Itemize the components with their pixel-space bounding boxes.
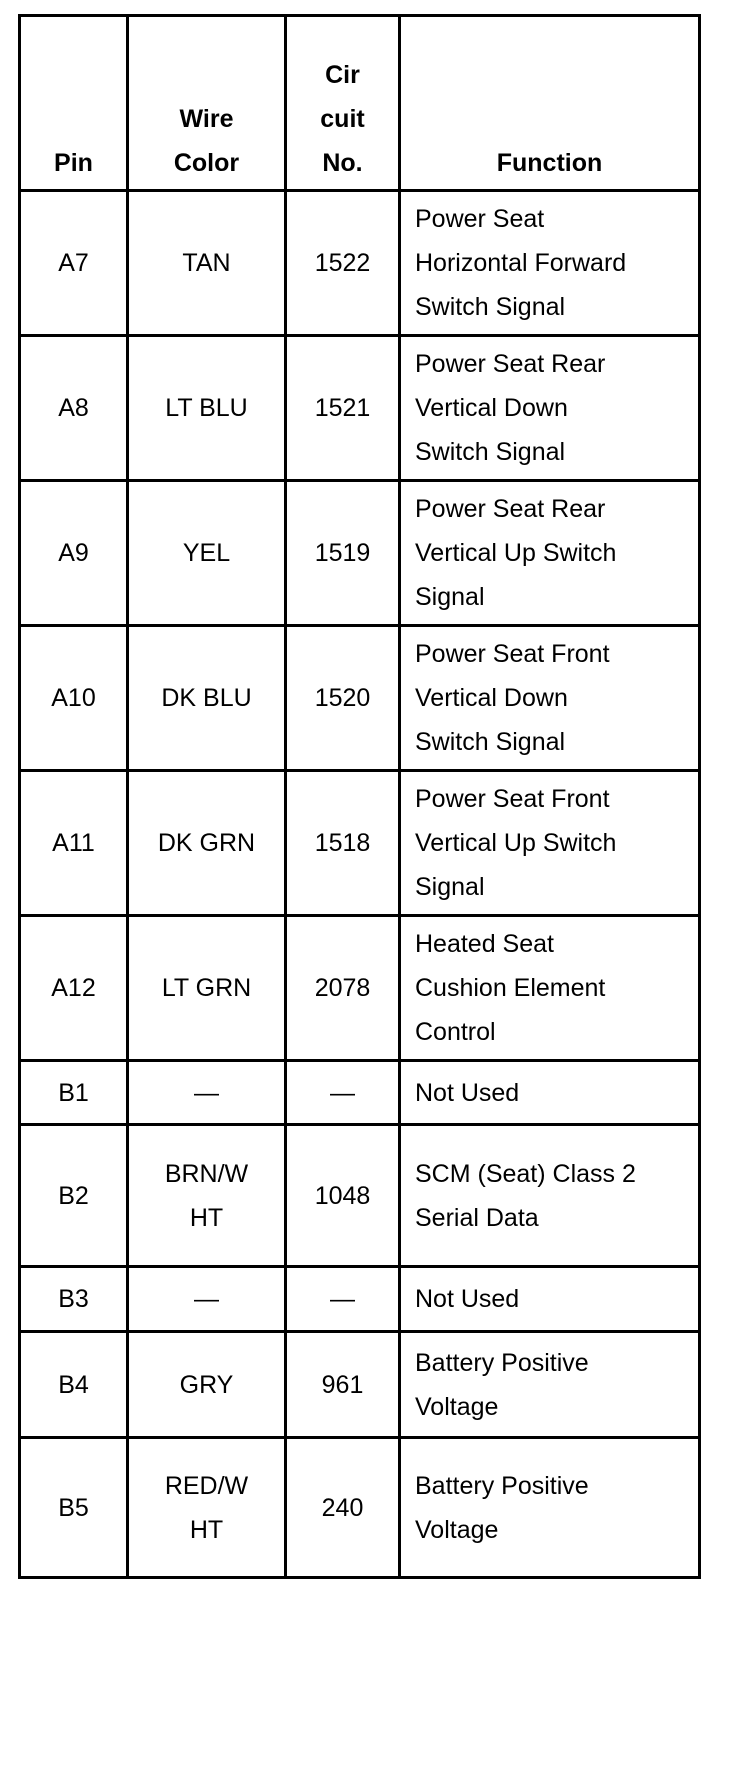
circuit-cell: 961 xyxy=(286,1332,400,1438)
table-row xyxy=(20,336,700,481)
pin-cell: A8 xyxy=(20,336,128,481)
wire-color-cell: — xyxy=(128,1061,286,1125)
wire-color-cell: DK GRN xyxy=(128,771,286,916)
pin-cell: A7 xyxy=(20,191,128,336)
circuit-cell: 1521 xyxy=(286,336,400,481)
header-pin: Pin xyxy=(20,16,128,191)
header-row xyxy=(20,16,700,191)
table-row xyxy=(20,1438,700,1578)
circuit-cell: — xyxy=(286,1267,400,1332)
wire-color-cell: YEL xyxy=(128,481,286,626)
function-cell: Not Used xyxy=(400,1267,700,1332)
wire-color-cell: LT GRN xyxy=(128,916,286,1061)
function-cell: Power Seat Front Vertical Up Switch Signal xyxy=(400,771,700,916)
function-cell: Power Seat Rear Vertical Up Switch Signal xyxy=(400,481,700,626)
pin-cell: A12 xyxy=(20,916,128,1061)
pin-cell: B5 xyxy=(20,1438,128,1578)
table-row xyxy=(20,626,700,771)
table-row xyxy=(20,1125,700,1267)
pin-cell: A9 xyxy=(20,481,128,626)
circuit-cell: 1048 xyxy=(286,1125,400,1267)
header-wire-color: Wire Color xyxy=(128,16,286,191)
pin-table xyxy=(18,14,701,1579)
wire-color-cell: DK BLU xyxy=(128,626,286,771)
circuit-cell: 1522 xyxy=(286,191,400,336)
table-body xyxy=(20,191,700,1578)
table-row xyxy=(20,191,700,336)
table-row xyxy=(20,1267,700,1332)
table-row xyxy=(20,1332,700,1438)
table-row xyxy=(20,771,700,916)
wire-color-cell: RED/W HT xyxy=(128,1438,286,1578)
function-cell: Battery Positive Voltage xyxy=(400,1438,700,1578)
circuit-cell: 1518 xyxy=(286,771,400,916)
circuit-cell: 1520 xyxy=(286,626,400,771)
pin-cell: A10 xyxy=(20,626,128,771)
header-circuit-no: Cir cuit No. xyxy=(286,16,400,191)
wire-color-cell: BRN/W HT xyxy=(128,1125,286,1267)
function-cell: Power Seat Rear Vertical Down Switch Signal xyxy=(400,336,700,481)
function-cell: Power Seat Horizontal Forward Switch Signal xyxy=(400,191,700,336)
wire-color-cell: LT BLU xyxy=(128,336,286,481)
pin-cell: A11 xyxy=(20,771,128,916)
function-cell: SCM (Seat) Class 2 Serial Data xyxy=(400,1125,700,1267)
wire-color-cell: — xyxy=(128,1267,286,1332)
circuit-cell: 1519 xyxy=(286,481,400,626)
function-cell: Power Seat Front Vertical Down Switch Signal xyxy=(400,626,700,771)
pin-cell: B4 xyxy=(20,1332,128,1438)
pin-cell: B1 xyxy=(20,1061,128,1125)
wire-color-cell: GRY xyxy=(128,1332,286,1438)
circuit-cell: 240 xyxy=(286,1438,400,1578)
function-cell: Battery Positive Voltage xyxy=(400,1332,700,1438)
table-row xyxy=(20,916,700,1061)
table-row xyxy=(20,481,700,626)
circuit-cell: — xyxy=(286,1061,400,1125)
circuit-cell: 2078 xyxy=(286,916,400,1061)
header-function: Function xyxy=(400,16,700,191)
pin-cell: B2 xyxy=(20,1125,128,1267)
function-cell: Heated Seat Cushion Element Control xyxy=(400,916,700,1061)
table-row xyxy=(20,1061,700,1125)
wire-color-cell: TAN xyxy=(128,191,286,336)
function-cell: Not Used xyxy=(400,1061,700,1125)
pin-cell: B3 xyxy=(20,1267,128,1332)
